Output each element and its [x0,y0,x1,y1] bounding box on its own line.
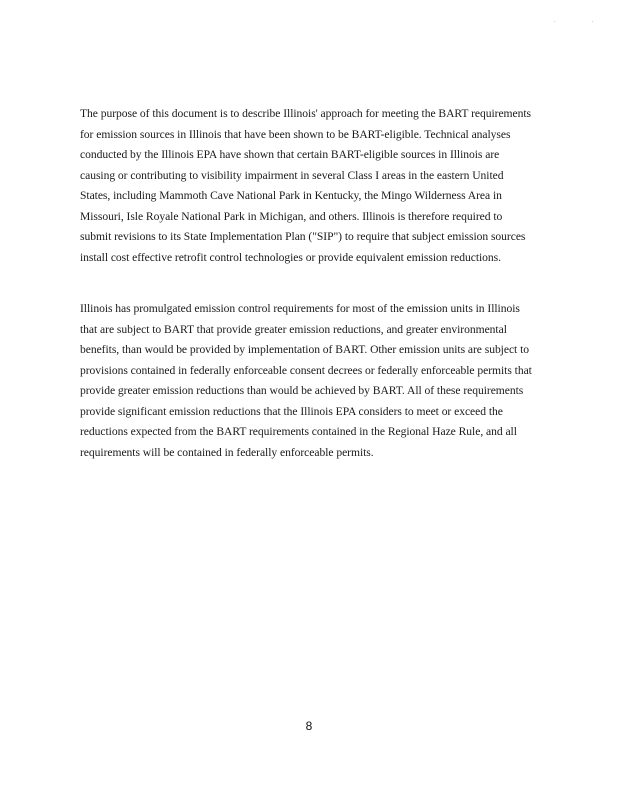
scan-mark: . [554,18,556,24]
scan-mark: . [592,18,594,24]
paragraph-emission-controls: Illinois has promulgated emission control requirements for most of the emission units in Illinois that are subject to BART that provide greater emission reductions, and greater environmental benefits, than would be provided by implementation of BART. Other emission units are subject to provisions contained in federally enforceable consent decrees or federally enforceable permits that provide greater emission reductions than would be achieved by BART. All of these requirements provide significant emission reductions that the Illinois EPA considers to meet or exceed the reductions expected from the BART requirements contained in the Regional Haze Rule, and all requirements will be contained in federally enforceable permits. [80,302,532,459]
page-number: 8 [305,719,313,733]
paragraph-bart-purpose: The purpose of this document is to describe Illinois' approach for meeting the BART requirements for emission sources in Illinois that have been shown to be BART-eligible. Technical analyses conducted by the Illinois EPA have shown that certain BART-eligible sources in Illinois are causing or contributing to visibility impairment in several Class I areas in the eastern United States, including Mammoth Cave National Park in Kentucky, the Mingo Wilderness Area in Missouri, Isle Royale National Park in Michigan, and others. Illinois is therefore required to submit revisions to its State Implementation Plan ("SIP") to require that subject emission sources install cost effective retrofit control technologies or provide equivalent emission reductions. [80,107,532,264]
